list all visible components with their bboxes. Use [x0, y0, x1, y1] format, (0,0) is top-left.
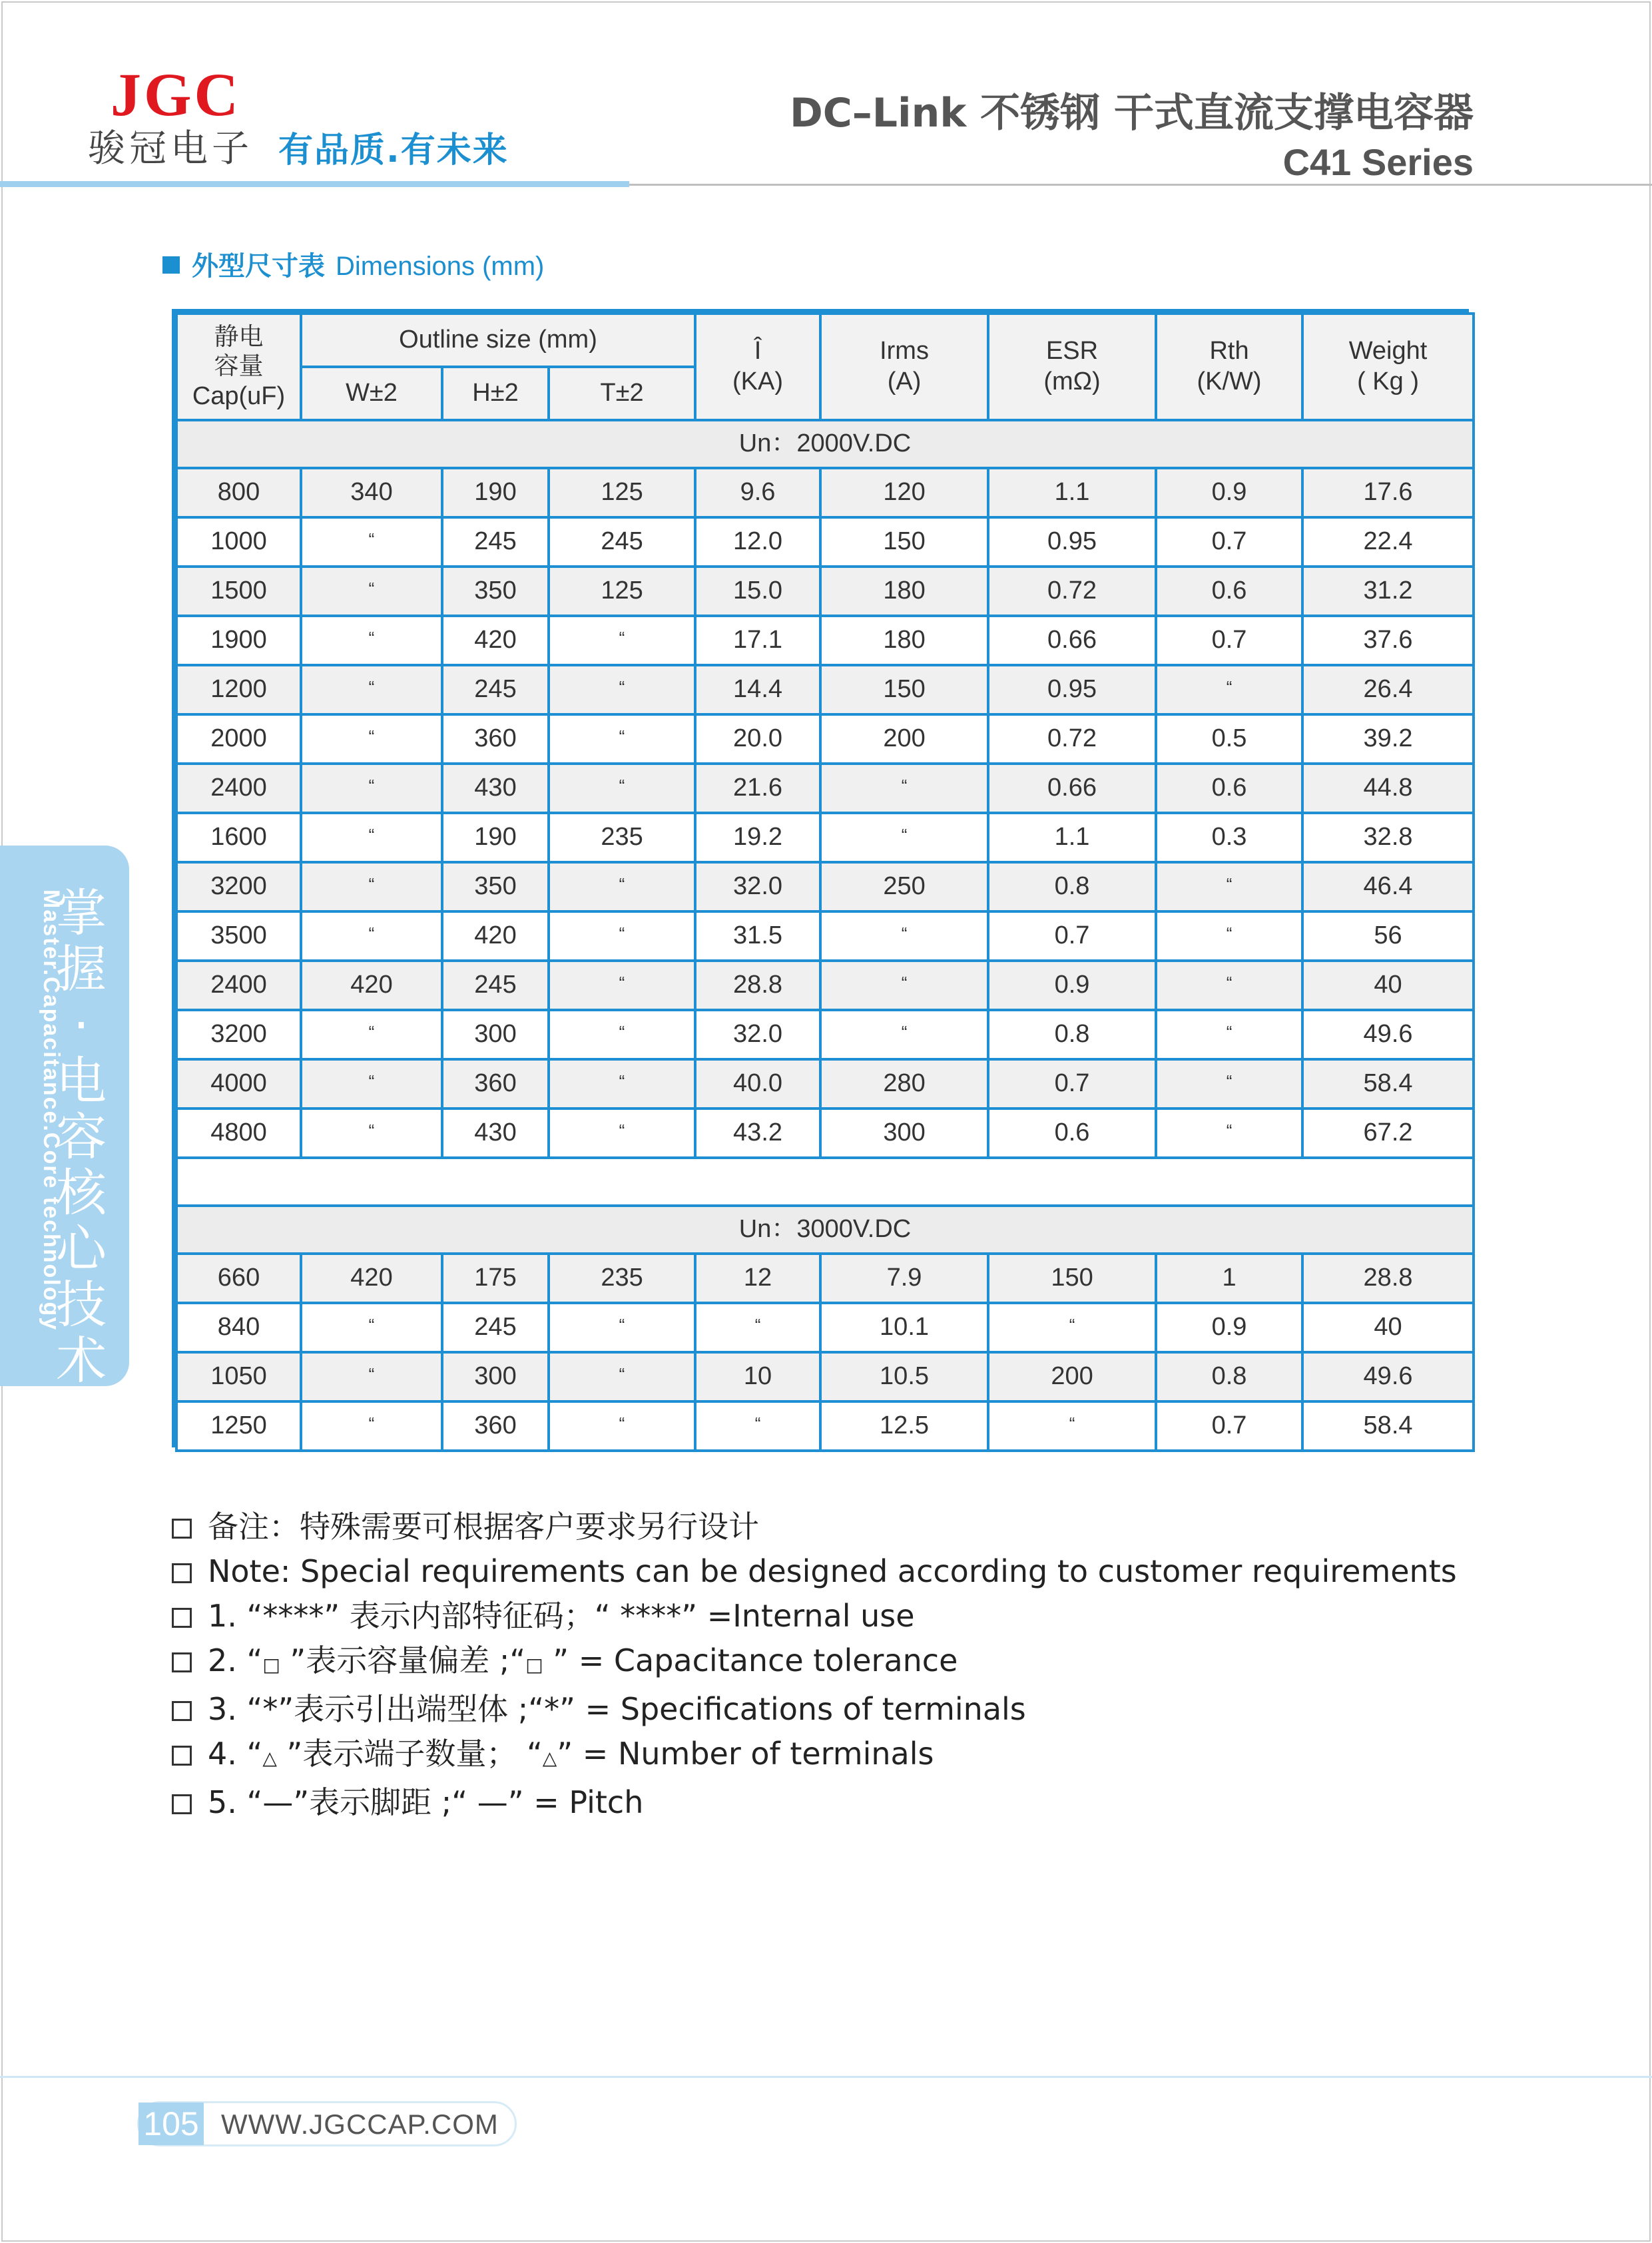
cell-irms: 10.5	[820, 1352, 988, 1401]
header-outline-size: Outline size (mm)	[301, 314, 695, 367]
cell-thickness: “	[549, 1401, 695, 1451]
cell-width: “	[301, 714, 442, 764]
cell-weight: 58.4	[1302, 1059, 1474, 1109]
cell-peak-current: 21.6	[695, 764, 820, 813]
section-title-zh: 外型尺寸表	[192, 251, 325, 282]
header-peak-symbol: Î	[754, 337, 762, 366]
cell-thickness: “	[549, 665, 695, 714]
cell-cap: 4000	[176, 1059, 301, 1109]
cell-irms: “	[820, 911, 988, 961]
side-tab-text-en: Master.Capacitance.Core technology	[39, 889, 64, 1332]
cell-width: 420	[301, 1254, 442, 1303]
table-row	[176, 1352, 1474, 1401]
website-link[interactable]: WWW.JGCCAP.COM	[221, 2109, 499, 2140]
note-capacitance-tolerance	[172, 1638, 1504, 1687]
cell-peak-current: “	[695, 1401, 820, 1451]
note-terminal-count	[172, 1732, 1504, 1780]
cell-thickness: 125	[549, 567, 695, 616]
table-body-2000v	[176, 420, 1474, 1158]
company-name: 骏冠电子	[88, 127, 253, 170]
cell-cap: 1500	[176, 567, 301, 616]
footer-divider	[0, 2076, 1652, 2078]
cell-cap: 2400	[176, 764, 301, 813]
cell-height: 300	[442, 1352, 549, 1401]
cell-weight: 58.4	[1302, 1401, 1474, 1451]
cell-irms: 180	[820, 616, 988, 665]
header-weight-unit: ( Kg )	[1357, 368, 1419, 395]
header-peak-unit: (KA)	[732, 368, 784, 395]
cell-peak-current: 19.2	[695, 813, 820, 862]
table-row	[176, 1109, 1474, 1158]
cell-cap: 3200	[176, 1010, 301, 1059]
cell-weight: 31.2	[1302, 567, 1474, 616]
cell-thickness: 245	[549, 517, 695, 567]
dimensions-table-grid	[175, 312, 1475, 1452]
cell-width: “	[301, 517, 442, 567]
cell-thickness: “	[549, 1303, 695, 1352]
header-irms	[820, 314, 988, 420]
document-title: DC–Link 不锈钢 干式直流支撑电容器	[789, 90, 1474, 136]
cell-irms: 10.1	[820, 1303, 988, 1352]
cell-cap: 3200	[176, 862, 301, 911]
cell-width: “	[301, 813, 442, 862]
table-row	[176, 813, 1474, 862]
cell-esr: 150	[988, 1254, 1156, 1303]
cell-irms: 280	[820, 1059, 988, 1109]
small-triangle-icon: △	[262, 1747, 277, 1769]
cell-width: “	[301, 1303, 442, 1352]
cell-thickness: 235	[549, 813, 695, 862]
checkbox-square-icon	[172, 1701, 192, 1721]
note-text: ” = Number of terminals	[557, 1736, 934, 1772]
cell-thickness: “	[549, 1010, 695, 1059]
cell-height: 430	[442, 1109, 549, 1158]
header-peak-current	[695, 314, 820, 420]
cell-irms: 180	[820, 567, 988, 616]
header-cap-zh-1: 静电	[214, 322, 264, 351]
header-irms-label: Irms	[880, 337, 929, 366]
cell-cap: 2400	[176, 961, 301, 1010]
cell-thickness: “	[549, 764, 695, 813]
cell-weight: 40	[1302, 1303, 1474, 1352]
cell-thickness: “	[549, 1352, 695, 1401]
cell-peak-current: 32.0	[695, 1010, 820, 1059]
section-title-en: Dimensions (mm)	[336, 252, 545, 281]
cell-peak-current: 31.5	[695, 911, 820, 961]
voltage-group-2000v: Un：2000V.DC	[176, 420, 1474, 468]
cell-height: 175	[442, 1254, 549, 1303]
cell-peak-current: 43.2	[695, 1109, 820, 1158]
table-row	[176, 911, 1474, 961]
dimensions-table	[172, 309, 1469, 1447]
cell-height: 245	[442, 1303, 549, 1352]
cell-rth: 0.8	[1156, 1352, 1302, 1401]
cell-peak-current: 15.0	[695, 567, 820, 616]
cell-rth: 0.3	[1156, 813, 1302, 862]
cell-cap: 2000	[176, 714, 301, 764]
table-row	[176, 1254, 1474, 1303]
cell-peak-current: 32.0	[695, 862, 820, 911]
cell-height: 430	[442, 764, 549, 813]
header-esr	[988, 314, 1156, 420]
header-weight-label: Weight	[1348, 337, 1428, 366]
cell-thickness: “	[549, 714, 695, 764]
note-text: 4. “	[208, 1736, 263, 1772]
checkbox-square-icon	[172, 1519, 192, 1539]
cell-esr: 0.95	[988, 517, 1156, 567]
table-row	[176, 1059, 1474, 1109]
cell-rth: 0.6	[1156, 764, 1302, 813]
note-text: Note: Special requirements can be designed according to customer requirements	[208, 1553, 1457, 1589]
cell-irms: “	[820, 1010, 988, 1059]
cell-width: “	[301, 616, 442, 665]
brand-logo: JGC	[111, 61, 241, 128]
note-text: 2. “	[208, 1642, 263, 1678]
cell-height: 350	[442, 567, 549, 616]
cell-rth: 0.6	[1156, 567, 1302, 616]
header-rth	[1156, 314, 1302, 420]
cell-irms: 7.9	[820, 1254, 988, 1303]
cell-cap: 800	[176, 468, 301, 517]
header-width: W±2	[301, 367, 442, 420]
section-heading	[162, 253, 544, 280]
note-text: 1. “****” 表示内部特征码；“ ****” =Internal use	[208, 1598, 915, 1634]
note-remark-zh	[172, 1505, 1504, 1549]
cell-height: 190	[442, 813, 549, 862]
table-row	[176, 517, 1474, 567]
cell-peak-current: 14.4	[695, 665, 820, 714]
cell-height: 350	[442, 862, 549, 911]
header-accent-bar	[0, 181, 629, 187]
cell-cap: 1000	[176, 517, 301, 567]
cell-esr: 0.66	[988, 616, 1156, 665]
cell-irms: 300	[820, 1109, 988, 1158]
checkbox-square-icon	[172, 1652, 192, 1672]
cell-cap: 1600	[176, 813, 301, 862]
checkbox-square-icon	[172, 1746, 192, 1766]
cell-width: “	[301, 1352, 442, 1401]
cell-rth: 1	[1156, 1254, 1302, 1303]
cell-irms: “	[820, 813, 988, 862]
header-esr-label: ESR	[1045, 337, 1099, 366]
cell-cap: 3500	[176, 911, 301, 961]
cell-weight: 28.8	[1302, 1254, 1474, 1303]
cell-esr: “	[988, 1401, 1156, 1451]
cell-weight: 44.8	[1302, 764, 1474, 813]
header-height: H±2	[442, 367, 549, 420]
small-square-icon: □	[262, 1654, 280, 1676]
cell-weight: 37.6	[1302, 616, 1474, 665]
cell-rth: “	[1156, 1010, 1302, 1059]
cell-height: 190	[442, 468, 549, 517]
cell-esr: 0.6	[988, 1109, 1156, 1158]
cell-thickness: “	[549, 911, 695, 961]
cell-cap: 4800	[176, 1109, 301, 1158]
cell-esr: 0.72	[988, 714, 1156, 764]
small-triangle-icon: △	[542, 1747, 557, 1769]
cell-esr: 0.7	[988, 1059, 1156, 1109]
cell-rth: 0.7	[1156, 1401, 1302, 1451]
header-thickness: T±2	[549, 367, 695, 420]
cell-cap: 1250	[176, 1401, 301, 1451]
checkbox-square-icon	[172, 1563, 192, 1583]
cell-irms: “	[820, 764, 988, 813]
cell-peak-current: 10	[695, 1352, 820, 1401]
cell-width: “	[301, 764, 442, 813]
cell-thickness: “	[549, 616, 695, 665]
cell-rth: 0.9	[1156, 1303, 1302, 1352]
note-text: ”表示端子数量； “	[276, 1736, 543, 1772]
table-row	[176, 567, 1474, 616]
table-body-3000v	[176, 1206, 1474, 1451]
cell-irms: “	[820, 961, 988, 1010]
cell-peak-current: 9.6	[695, 468, 820, 517]
cell-peak-current: 20.0	[695, 714, 820, 764]
cell-peak-current: “	[695, 1303, 820, 1352]
header-rth-label: Rth	[1209, 337, 1249, 366]
cell-width: “	[301, 862, 442, 911]
cell-width: “	[301, 1010, 442, 1059]
cell-peak-current: 12.0	[695, 517, 820, 567]
cell-weight: 39.2	[1302, 714, 1474, 764]
cell-width: 420	[301, 961, 442, 1010]
table-row	[176, 862, 1474, 911]
cell-esr: 0.8	[988, 862, 1156, 911]
cell-irms: 150	[820, 665, 988, 714]
table-row	[176, 616, 1474, 665]
note-pitch	[172, 1780, 1504, 1825]
cell-width: 340	[301, 468, 442, 517]
cell-height: 245	[442, 517, 549, 567]
cell-thickness: 235	[549, 1254, 695, 1303]
table-row	[176, 961, 1474, 1010]
note-terminal-spec	[172, 1687, 1504, 1732]
cell-thickness: “	[549, 1059, 695, 1109]
cell-thickness: “	[549, 862, 695, 911]
cell-rth: “	[1156, 961, 1302, 1010]
cell-width: “	[301, 567, 442, 616]
cell-height: 420	[442, 616, 549, 665]
header-weight	[1302, 314, 1474, 420]
cell-esr: 0.66	[988, 764, 1156, 813]
cell-esr: 0.9	[988, 961, 1156, 1010]
cell-peak-current: 40.0	[695, 1059, 820, 1109]
header-cap-zh-2: 容量	[214, 352, 264, 381]
table-row	[176, 714, 1474, 764]
cell-rth: “	[1156, 1109, 1302, 1158]
cell-weight: 46.4	[1302, 862, 1474, 911]
cell-cap: 1200	[176, 665, 301, 714]
cell-rth: “	[1156, 911, 1302, 961]
note-text: ” = Capacitance tolerance	[543, 1642, 958, 1678]
cell-esr: 0.72	[988, 567, 1156, 616]
cell-esr: “	[988, 1303, 1156, 1352]
header-cap-en: Cap(uF)	[192, 381, 286, 410]
table-row	[176, 1303, 1474, 1352]
cell-thickness: “	[549, 1109, 695, 1158]
cell-thickness: “	[549, 961, 695, 1010]
cell-rth: 0.7	[1156, 616, 1302, 665]
cell-irms: 250	[820, 862, 988, 911]
cell-height: 245	[442, 665, 549, 714]
voltage-group-3000v: Un：3000V.DC	[176, 1206, 1474, 1254]
cell-irms: 200	[820, 714, 988, 764]
cell-width: “	[301, 1109, 442, 1158]
blank-row	[176, 1158, 1474, 1206]
cell-weight: 32.8	[1302, 813, 1474, 862]
header-rth-unit: (K/W)	[1197, 368, 1262, 395]
cell-weight: 40	[1302, 961, 1474, 1010]
cell-height: 420	[442, 911, 549, 961]
table-row	[176, 665, 1474, 714]
cell-irms: 150	[820, 517, 988, 567]
cell-irms: 12.5	[820, 1401, 988, 1451]
note-text: 备注：特殊需要可根据客户要求另行设计	[208, 1509, 759, 1545]
small-square-icon: □	[525, 1654, 543, 1676]
cell-width: “	[301, 1401, 442, 1451]
cell-rth: 0.7	[1156, 517, 1302, 567]
cell-peak-current: 17.1	[695, 616, 820, 665]
cell-width: “	[301, 911, 442, 961]
note-remark-en	[172, 1549, 1504, 1594]
checkbox-square-icon	[172, 1608, 192, 1628]
cell-thickness: 125	[549, 468, 695, 517]
table-row	[176, 1401, 1474, 1451]
note-text: 5. “—”表示脚距 ;“ —” = Pitch	[208, 1784, 644, 1820]
table-row	[176, 468, 1474, 517]
cell-esr: 0.95	[988, 665, 1156, 714]
cell-rth: 0.5	[1156, 714, 1302, 764]
cell-rth: 0.9	[1156, 468, 1302, 517]
note-text: ”表示容量偏差 ;“	[280, 1642, 526, 1678]
cell-esr: 0.7	[988, 911, 1156, 961]
cell-esr: 1.1	[988, 813, 1156, 862]
table-row	[176, 1010, 1474, 1059]
cell-weight: 26.4	[1302, 665, 1474, 714]
cell-weight: 22.4	[1302, 517, 1474, 567]
cell-weight: 67.2	[1302, 1109, 1474, 1158]
cell-esr: 1.1	[988, 468, 1156, 517]
cell-weight: 17.6	[1302, 468, 1474, 517]
note-internal-code	[172, 1594, 1504, 1638]
cell-height: 360	[442, 714, 549, 764]
cell-irms: 120	[820, 468, 988, 517]
cell-esr: 0.8	[988, 1010, 1156, 1059]
page-number: 105	[138, 2103, 204, 2145]
slogan: 有品质.有未来	[278, 130, 509, 170]
header-capacitance	[176, 314, 301, 420]
side-tab-text-zh: 掌握·电容核心技术	[56, 883, 107, 1390]
note-text: 3. “*”表示引出端型体 ;“*” = Specifications of terminals	[208, 1691, 1026, 1727]
cell-rth: “	[1156, 665, 1302, 714]
cell-cap: 1900	[176, 616, 301, 665]
cell-esr: 200	[988, 1352, 1156, 1401]
cell-width: “	[301, 1059, 442, 1109]
cell-peak-current: 12	[695, 1254, 820, 1303]
cell-cap: 660	[176, 1254, 301, 1303]
cell-weight: 49.6	[1302, 1010, 1474, 1059]
table-spacer	[176, 1158, 1474, 1206]
cell-height: 300	[442, 1010, 549, 1059]
cell-peak-current: 28.8	[695, 961, 820, 1010]
header-irms-unit: (A)	[887, 368, 922, 395]
cell-rth: “	[1156, 1059, 1302, 1109]
cell-height: 245	[442, 961, 549, 1010]
header-esr-unit: (mΩ)	[1043, 368, 1101, 395]
series-label: C41 Series	[1282, 141, 1474, 183]
cell-width: “	[301, 665, 442, 714]
table-row	[176, 764, 1474, 813]
cell-weight: 56	[1302, 911, 1474, 961]
cell-cap: 1050	[176, 1352, 301, 1401]
cell-height: 360	[442, 1059, 549, 1109]
cell-cap: 840	[176, 1303, 301, 1352]
cell-weight: 49.6	[1302, 1352, 1474, 1401]
square-bullet-icon	[162, 256, 180, 274]
notes-block	[172, 1505, 1504, 1825]
cell-rth: “	[1156, 862, 1302, 911]
cell-height: 360	[442, 1401, 549, 1451]
checkbox-square-icon	[172, 1794, 192, 1814]
